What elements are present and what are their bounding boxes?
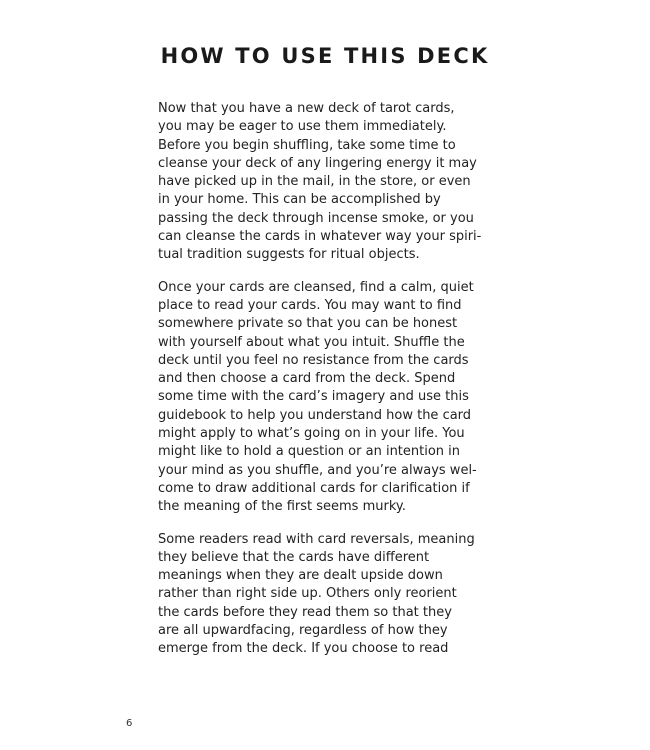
text-line: Before you begin shuffling, take some time to [158,137,456,153]
text-line: deck until you feel no resistance from the cards [158,352,469,368]
text-line: they believe that the cards have different [158,549,430,565]
page-title: HOW TO USE THIS DECK [160,44,490,68]
text-line: some time with the card’s imagery and use this [158,389,469,405]
text-line: might like to hold a question or an intention in [158,444,461,460]
text-line: somewhere private so that you can be honest [158,316,458,332]
text-line: Once your cards are cleansed, find a calm, quiet [158,279,474,295]
text-line: guidebook to help you understand how the card [158,407,472,423]
page-number: 6 [126,718,133,729]
text-line: meanings when they are dealt upside down [158,568,443,584]
text-line: cleanse your deck of any lingering energy it may [158,155,477,171]
paragraph-2 [158,279,503,517]
text-line: rather than right side up. Others only reorient [158,586,457,602]
body-text [158,100,503,673]
text-line: are all upwardfacing, regardless of how they [158,623,448,639]
paragraph-1 [158,100,503,265]
text-line: you may be eager to use them immediately. [158,119,447,135]
text-line: Some readers read with card reversals, meaning [158,531,475,547]
text-line: Now that you have a new deck of tarot cards, [158,101,455,116]
paragraph-3 [158,531,503,659]
text-line: the meaning of the first seems murky. [158,499,406,515]
text-line: place to read your cards. You may want to find [158,297,462,313]
text-line: tual tradition suggests for ritual objects. [158,247,420,263]
text-line: and then choose a card from the deck. Spend [158,371,456,387]
text-line: your mind as you shuffle, and you’re always wel- [158,462,477,478]
text-line: the cards before they read them so that they [158,604,452,620]
text-line: can cleanse the cards in whatever way your spiri- [158,229,482,245]
text-line: with yourself about what you intuit. Shuffle the [158,334,465,350]
text-line: might apply to what’s going on in your life. You [158,426,465,442]
text-line: have picked up in the mail, in the store, or even [158,174,471,190]
text-line: in your home. This can be accomplished by [158,192,441,208]
text-line: emerge from the deck. If you choose to read [158,641,449,657]
text-line: passing the deck through incense smoke, or you [158,210,474,226]
text-line: come to draw additional cards for clarification if [158,480,470,496]
